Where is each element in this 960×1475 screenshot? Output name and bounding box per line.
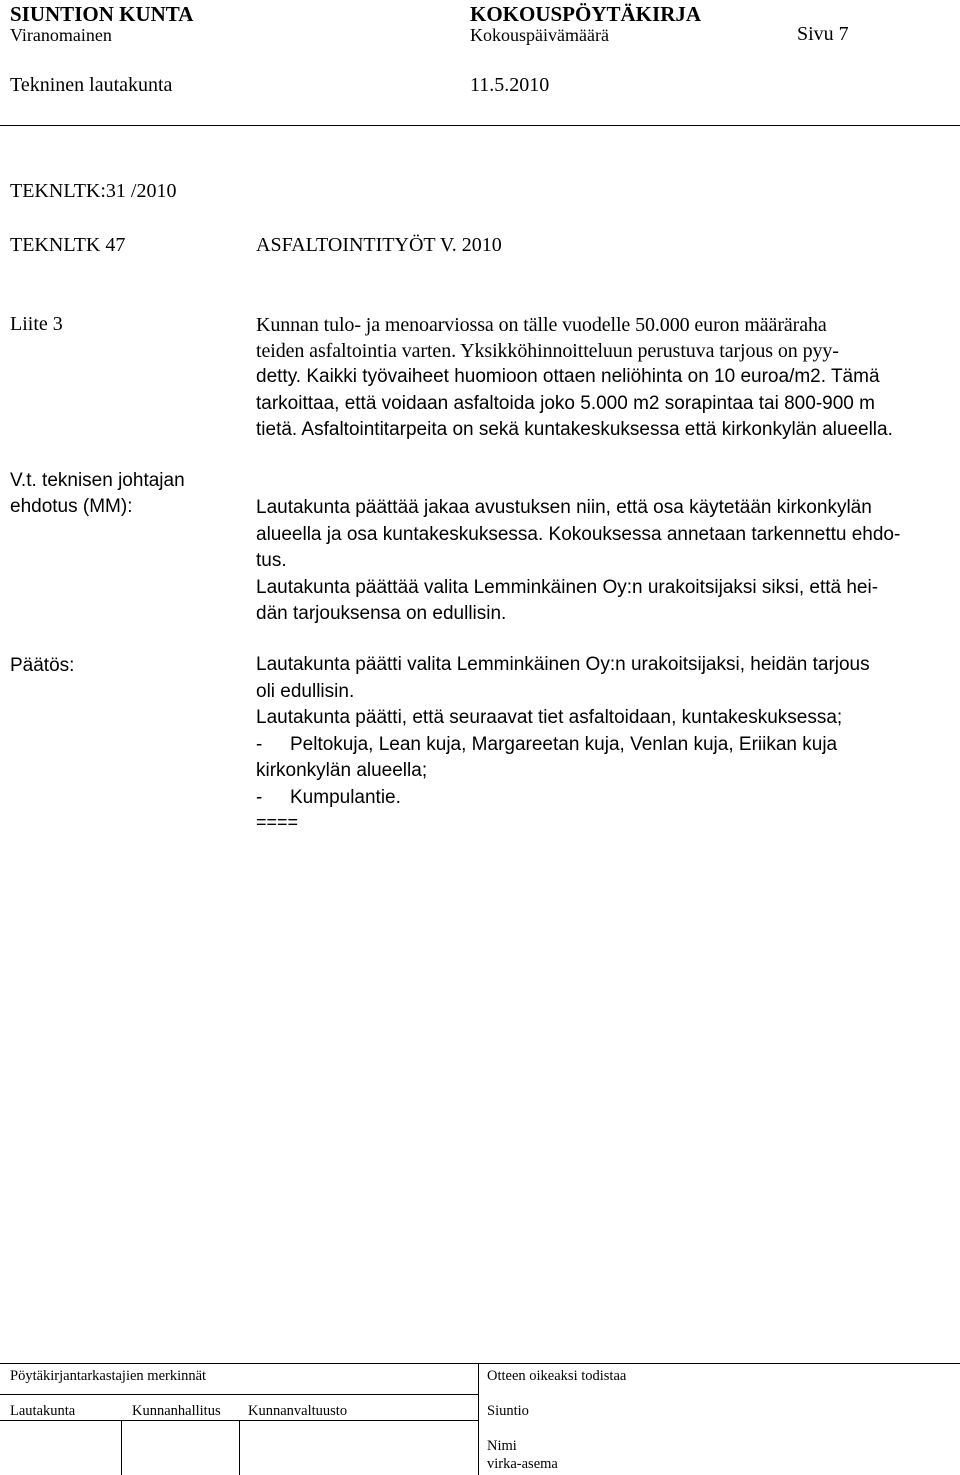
bullet-text: Peltokuja, Lean kuja, Margareetan kuja, Venlan kuja, Eriikan kuja	[290, 733, 838, 755]
organization-name: SIUNTION KUNTA	[10, 2, 194, 26]
header-divider	[0, 125, 960, 126]
attachment-line: tietä. Asfaltointitarpeita on sekä kuntakeskuksessa että kirkonkylän alueella.	[256, 419, 893, 440]
proposal-line: Lautakunta päättää jakaa avustuksen niin, että osa käytetään kirkonkylän	[256, 497, 872, 518]
attachment-line: Kunnan tulo- ja menoarviossa on tälle vuodelle 50.000 euron määräraha	[256, 314, 827, 336]
footer-top-line	[0, 1363, 960, 1364]
footer-column-divider-1	[121, 1420, 122, 1475]
decision-paragraph	[256, 652, 950, 833]
footer-column-divider-2	[239, 1420, 240, 1475]
attachment-line: tarkoittaa, että voidaan asfaltoida joko 5.000 m2 sorapintaa tai 800-900 m	[256, 392, 875, 414]
decision-bullet-item	[256, 785, 950, 812]
end-mark: ====	[256, 812, 299, 832]
attachment-paragraph	[256, 312, 950, 444]
authority-label: Viranomainen	[10, 25, 112, 45]
footer-reviewers-line	[0, 1394, 478, 1395]
footer-name-label: Nimi	[487, 1438, 517, 1454]
proposal-line: tus.	[256, 550, 287, 571]
bullet-dash: -	[256, 786, 263, 808]
proposal-label-line2: ehdotus (MM):	[10, 496, 133, 517]
decision-line: Lautakunta päätti valita Lemminkäinen Oy:n urakoitsijaksi, heidän tarjous	[256, 654, 870, 675]
footer-board-label: Lautakunta	[10, 1403, 76, 1419]
page-number: Sivu 7	[797, 23, 849, 45]
footer-certified-label: Otteen oikeaksi todistaa	[487, 1368, 627, 1384]
proposal-line: dän tarjouksensa on edullisin.	[256, 603, 507, 624]
case-reference: TEKNLTK:31 /2010	[10, 180, 177, 202]
footer-reviewers-label: Pöytäkirjantarkastajien merkinnät	[10, 1368, 207, 1384]
proposal-paragraph	[256, 495, 950, 628]
document-type: KOKOUSPÖYTÄKIRJA	[470, 2, 702, 26]
footer-council-label: Kunnanvaltuusto	[248, 1403, 348, 1419]
decision-line: oli edullisin.	[256, 680, 355, 702]
authority-name: Tekninen lautakunta	[10, 74, 173, 96]
bullet-dash: -	[256, 733, 263, 755]
decision-bullet-item	[256, 732, 950, 759]
proposal-line: alueella ja osa kuntakeskuksessa. Kokouksessa annetaan tarkennettu ehdo-	[256, 523, 901, 545]
decision-label: Päätös:	[10, 655, 75, 676]
meeting-date: 11.5.2010	[470, 74, 550, 96]
section-number-text: TEKNLTK 47	[10, 234, 126, 256]
proposal-label-line1: V.t. teknisen johtajan	[10, 470, 185, 491]
footer-vertical-divider	[478, 1363, 479, 1475]
attachment-line: teiden asfaltointia varten. Yksikköhinnoitteluun perustuva tarjous on pyy-	[256, 340, 839, 362]
decision-line: kirkonkylän alueella;	[256, 760, 428, 781]
section-number	[10, 234, 125, 257]
decision-line: Lautakunta päätti, että seuraavat tiet asfaltoidaan, kuntakeskuksessa;	[256, 707, 843, 728]
proposal-line: Lautakunta päättää valita Lemminkäinen Oy:n urakoitsijaksi siksi, että hei-	[256, 576, 879, 598]
date-label: Kokouspäivämäärä	[470, 25, 609, 45]
section-title: ASFALTOINTITYÖT V. 2010	[256, 234, 502, 256]
attachment-label: Liite 3	[10, 313, 63, 335]
footer-municipal-board-label: Kunnanhallitus	[132, 1403, 221, 1419]
footer-place: Siuntio	[487, 1403, 529, 1419]
attachment-line: detty. Kaikki työvaiheet huomioon ottaen neliöhinta on 10 euroa/m2. Tämä	[256, 366, 880, 387]
footer-title-label: virka-asema	[487, 1456, 558, 1472]
bullet-text: Kumpulantie.	[290, 786, 401, 808]
